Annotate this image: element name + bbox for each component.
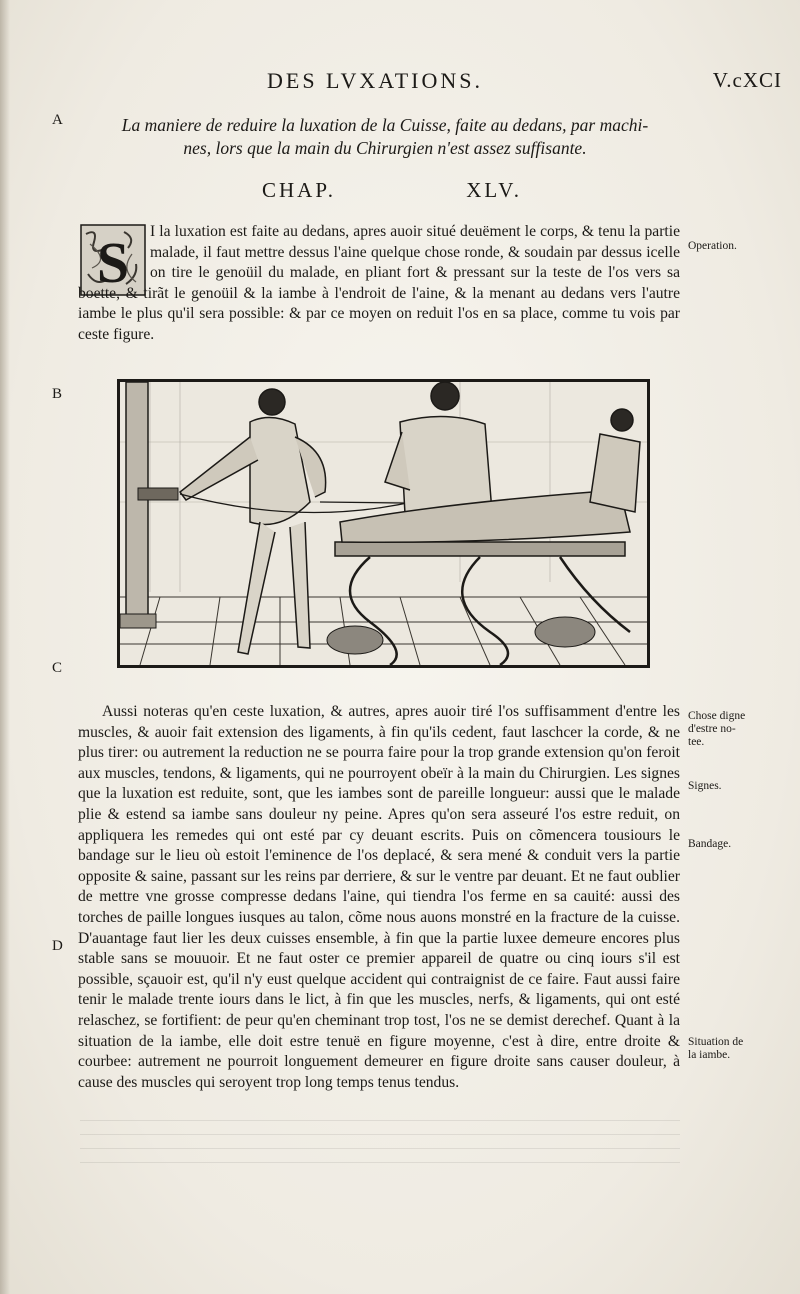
woodcut-scene [120, 382, 647, 665]
chap-label: CHAP. [262, 178, 336, 202]
sidenote-signes: Signes. [688, 780, 722, 792]
drop-cap-letter: S [96, 230, 130, 295]
sidenote-situation-line-1: Situation de [688, 1036, 744, 1048]
assistant-figure [385, 382, 492, 514]
drop-cap-space [78, 222, 150, 282]
sidenote-operation: Operation. [688, 240, 737, 252]
attendant-figure [590, 409, 640, 512]
column-base [120, 614, 156, 628]
sidenote-situation [688, 1036, 788, 1062]
first-paragraph-text: I la luxation est faite au dedans, apres auoir situé deuëment le corps, & tenu la partie malade, il faut mettre dessus l'aine quelque chose ronde, & soudain par dessus icelle on tire le genoüil du malade, en pliant fort & pressant sur la teste de l'os vers sa boette, & tirãt le genoüil & la iambe à l'endroit de l'aine, & la menant au dedans vers l'autre iambe le plus qu'il sera possible: & par ce moyen on reduit l'os en sa place, comme tu vois par ceste figure. [78, 223, 680, 343]
margin-letter-c: C [52, 660, 63, 676]
margin-letter-d: D [52, 938, 63, 954]
show-through-ghost-text [80, 1120, 680, 1170]
sidenote-bandage: Bandage. [688, 838, 732, 850]
grotesque-mask-right [535, 617, 595, 647]
grotesque-mask-left [327, 626, 383, 654]
chapter-heading [100, 114, 670, 160]
first-paragraph [78, 222, 680, 346]
surgeon-figure [180, 389, 326, 654]
chap-number: XLV. [466, 178, 522, 202]
table-legs [350, 557, 630, 665]
running-title: DES LVXATIONS. [267, 68, 483, 93]
woodcut-illustration [117, 379, 650, 668]
second-paragraph: Aussi noteras qu'en ceste luxation, & autres, apres auoir tiré l'os suffisamment d'entre les muscles, & auoir fait extension des ligaments, à fin qu'ils cedent, faut laschcer la corde, & ne plus tirer: ou autrement la reduction ne se pourra faire pour la trop grande extension qu'on feroit aux muscles, tendons, & ligaments, qui ne pourroyent obeïr à la main du Chirurgien. Les signes que la luxation est reduite, sont, que les iambes sont de pareille longueur: aussi que le malade plie & estend sa iambe sans douleur ny peine. Apres qu'on sera asseuré l'os estre reduit, on appliquera les remedes qui ont esté par cy deuant escrits. Puis on cõmencera tousiours le bandage sur le lieu où estoit l'eminence de l'os deplacé, & sera mené & conduit vers la partie opposite & saine, passant sur les reins par derriere, & sur le ventre par deuant. Et ne faut oublier de mettre vne grosse compresse dedans l'aine, qui tiendra l'os ferme en sa cauité: aussi des torches de paille longues iusques au talon, cõme nous auons monstré en la fracture de la cuisse. D'auantage faut lier les deux cuisses ensemble, à fin que la partie luxee demeure encores plus stable sans se mouuoir. Et ne faut oster ce premier appareil de quatre ou cinq iours s'il est possible, sçauoir est, qu'il n'y eust quelque accident qui contraignist de ce faire. Faut aussi faire tenir le malade trente iours dans le lict, à fin que les muscles, nerfs, & ligaments, qui ont esté relaschez, se fortifient: de peur qu'en cheminant trop tost, l'os ne se demist derechef. Quant à la situation de la iambe, elle doit estre tenuë en figure moyenne, c'est à dire, entre droite & courbee: autrement ne pourroit longuement demeurer en figure droite sans causer douleur, à cause des muscles qui seroyent trop long temps tenus tendus. [78, 703, 680, 1091]
margin-letter-b: B [52, 386, 63, 402]
sidenote-chose-digne-line-1: Chose digne [688, 710, 746, 722]
sidenote-chose-digne-line-2: d'estre no- [688, 723, 736, 735]
chapter-heading-line-2: nes, lors que la main du Chirurgien n'est assez suffisante. [183, 138, 587, 158]
folio-number: V.cXCI [712, 68, 782, 92]
margin-letter-a: A [52, 112, 63, 128]
stone-column [126, 382, 148, 627]
windlass [138, 488, 178, 500]
sidenote-chose-digne-line-3: tee. [688, 736, 705, 748]
chapter-number-line [262, 178, 522, 203]
page-gutter-shadow [0, 0, 10, 1294]
sidenote-chose-digne [688, 710, 788, 749]
operating-table [335, 542, 625, 556]
chapter-heading-line-1: La maniere de reduire la luxation de la Cuisse, faite au dedans, par machi- [121, 115, 649, 135]
sidenote-situation-line-2: la iambe. [688, 1049, 731, 1061]
